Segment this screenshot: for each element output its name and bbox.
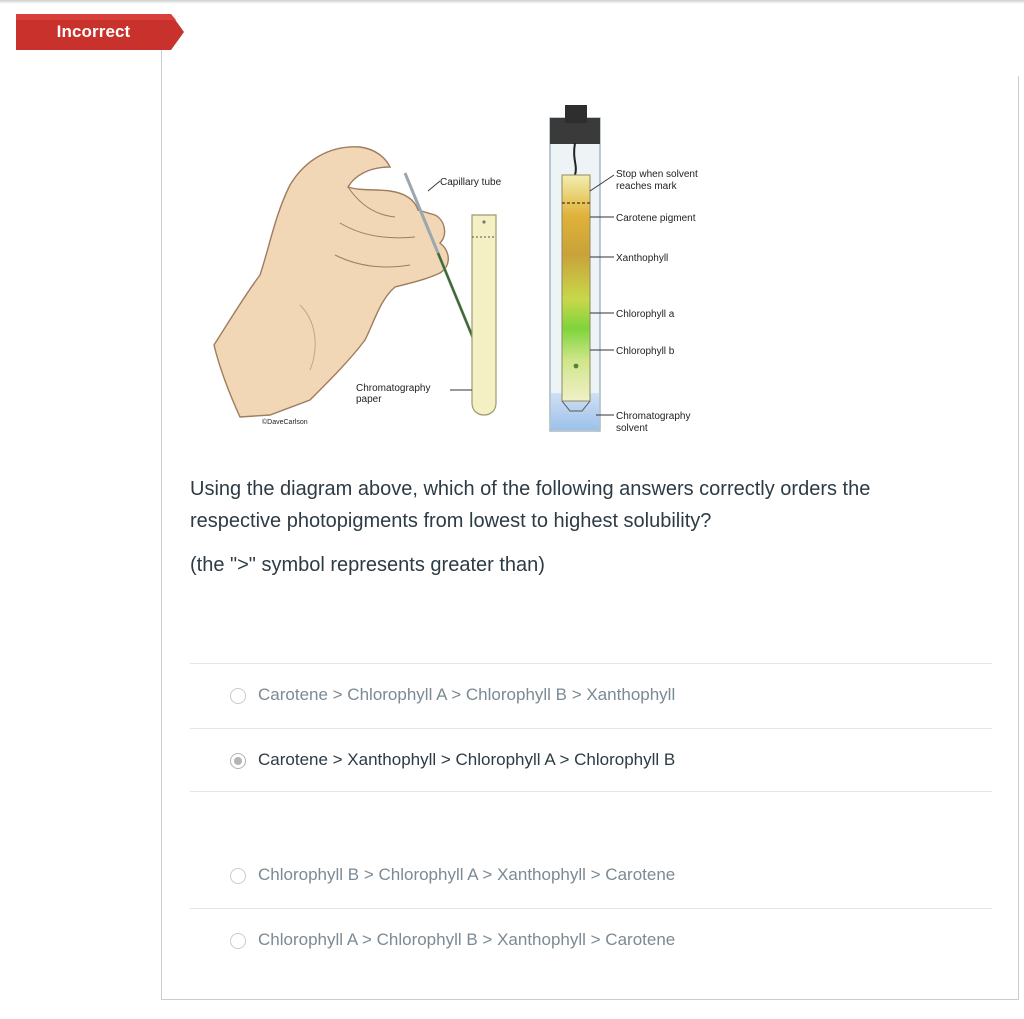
card-left-tick — [161, 50, 162, 76]
label-solvent-2: solvent — [616, 423, 648, 434]
paper-strip — [472, 215, 496, 415]
chromatography-diagram — [200, 105, 740, 435]
answer-option-1[interactable] — [190, 663, 992, 727]
answer-option-4[interactable] — [190, 908, 992, 972]
answer-radio-4[interactable] — [230, 933, 246, 949]
test-tube — [550, 105, 600, 431]
diagram-svg — [200, 105, 740, 435]
question-note: (the ">" symbol represents greater than) — [190, 554, 545, 576]
label-credit: ©DaveCarlson — [262, 419, 308, 426]
answer-radio-2[interactable] — [230, 753, 246, 769]
label-chlorophyll-a: Chlorophyll a — [616, 309, 675, 320]
label-chlorophyll-b: Chlorophyll b — [616, 346, 675, 357]
answer-option-3[interactable] — [190, 844, 992, 908]
label-xanthophyll: Xanthophyll — [616, 253, 669, 264]
label-paper-2: paper — [356, 394, 382, 405]
paper-hole — [482, 220, 485, 223]
label-carotene: Carotene pigment — [616, 213, 696, 224]
answer-label-3: Chlorophyll B > Chlorophyll A > Xanthophyll > Carotene — [258, 865, 676, 884]
badge-label: Incorrect — [56, 22, 131, 41]
label-capillary-tube: Capillary tube — [440, 177, 502, 188]
label-paper-1: Chromatography — [356, 383, 431, 394]
answer-label-4: Chlorophyll A > Chlorophyll B > Xanthophyll > Carotene — [258, 930, 676, 949]
answer-label-2: Carotene > Xanthophyll > Chlorophyll A > Chlorophyll B — [258, 750, 676, 769]
label-solvent-1: Chromatography — [616, 411, 691, 422]
hand-illustration — [214, 147, 448, 417]
answer-radio-3[interactable] — [230, 868, 246, 884]
answer-radio-1[interactable] — [230, 688, 246, 704]
label-stop-1: Stop when solvent — [616, 169, 698, 180]
question-text: Using the diagram above, which of the following answers correctly orders the respective photopigments from lowest to highest solubility? — [190, 478, 871, 532]
answer-label-1: Carotene > Chlorophyll A > Chlorophyll B > Xanthophyll — [258, 685, 676, 704]
incorrect-badge — [16, 14, 184, 50]
label-stop-2: reaches mark — [616, 181, 677, 192]
answer-option-2[interactable] — [190, 728, 992, 792]
top-divider — [0, 0, 1024, 4]
